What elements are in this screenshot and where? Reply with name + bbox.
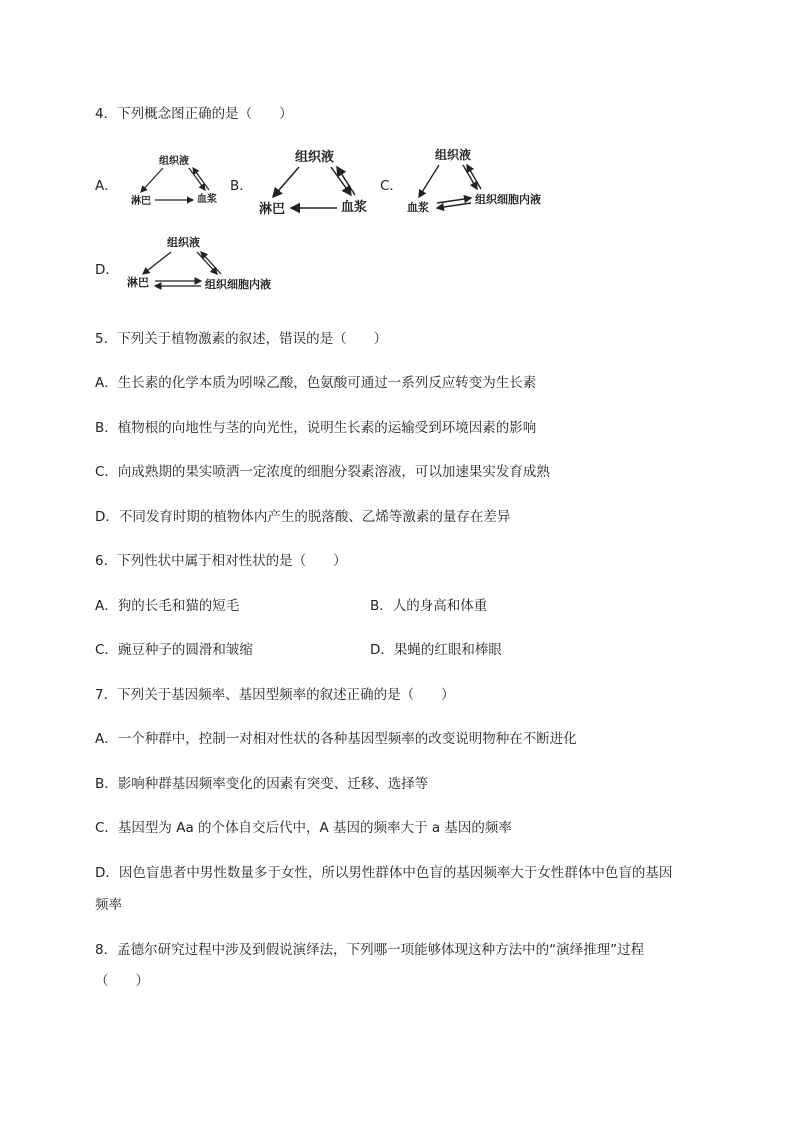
question-7-option-c: C．基因型为 Aa 的个体自交后代中，A 基因的频率大于 a 基因的频率 bbox=[95, 820, 512, 836]
question-7-option-d-line2: 频率 bbox=[95, 897, 122, 913]
question-6-option-a: A．狗的长毛和猫的短毛 bbox=[95, 598, 240, 614]
question-5-option-c: C．向成熟期的果实喷洒一定浓度的细胞分裂素溶液，可以加速果实发育成熟 bbox=[95, 464, 550, 480]
question-6-option-b: B．人的身高和体重 bbox=[370, 598, 488, 614]
node-right: 血浆 bbox=[197, 194, 217, 205]
question-7-option-d-line1: D．因色盲患者中男性数量多于女性，所以男性群体中色盲的基因频率大于女性群体中色盲的基因 bbox=[95, 865, 673, 881]
node-right: 组织细胞内液 bbox=[475, 193, 541, 206]
node-right: 组织细胞内液 bbox=[205, 278, 271, 291]
question-4-stem: 4．下列概念图正确的是（ ） bbox=[95, 106, 293, 122]
node-top: 组织液 bbox=[435, 148, 472, 162]
concept-map-b bbox=[255, 145, 380, 224]
option-c-label: C． bbox=[380, 178, 403, 194]
node-top: 组织液 bbox=[159, 156, 189, 167]
option-a-label: A． bbox=[95, 178, 118, 194]
question-5-option-b: B．植物根的向地性与茎的向光性，说明生长素的运输受到环境因素的影响 bbox=[95, 420, 537, 436]
question-5-option-d: D．不同发育时期的植物体内产生的脱落酸、乙烯等激素的量存在差异 bbox=[95, 509, 511, 525]
question-7-option-a: A．一个种群中，控制一对相对性状的各种基因型频率的改变说明物种在不断进化 bbox=[95, 731, 577, 747]
concept-map-a bbox=[125, 152, 230, 216]
question-7-option-b: B．影响种群基因频率变化的因素有突变、迁移、选择等 bbox=[95, 776, 429, 792]
concept-map-d bbox=[125, 232, 290, 301]
option-d-label: D． bbox=[95, 262, 119, 278]
question-7-stem: 7．下列关于基因频率、基因型频率的叙述正确的是（ ） bbox=[95, 687, 455, 703]
node-left: 淋巴 bbox=[127, 276, 149, 289]
node-left: 淋巴 bbox=[131, 196, 151, 207]
node-top: 组织液 bbox=[167, 236, 200, 249]
question-5-stem: 5．下列关于植物激素的叙述，错误的是（ ） bbox=[95, 331, 388, 347]
question-6-stem: 6．下列性状中属于相对性状的是（ ） bbox=[95, 553, 347, 569]
question-8-stem-line1: 8．孟德尔研究过程中涉及到假说演绎法，下列哪一项能够体现这种方法中的“演绎推理”过程 bbox=[95, 942, 645, 958]
node-left: 血浆 bbox=[407, 201, 429, 214]
node-right: 血浆 bbox=[341, 200, 368, 215]
option-b-label: B． bbox=[230, 178, 253, 194]
question-8-stem-line2: （ ） bbox=[95, 973, 149, 989]
concept-map-c bbox=[405, 143, 565, 222]
node-top: 组织液 bbox=[295, 150, 335, 165]
question-5-option-a: A．生长素的化学本质为吲哚乙酸，色氨酸可通过一系列反应转变为生长素 bbox=[95, 375, 537, 391]
node-left: 淋巴 bbox=[259, 202, 286, 217]
question-6-option-d: D．果蝇的红眼和棒眼 bbox=[370, 642, 502, 658]
question-6-option-c: C．豌豆种子的圆滑和皱缩 bbox=[95, 642, 253, 658]
